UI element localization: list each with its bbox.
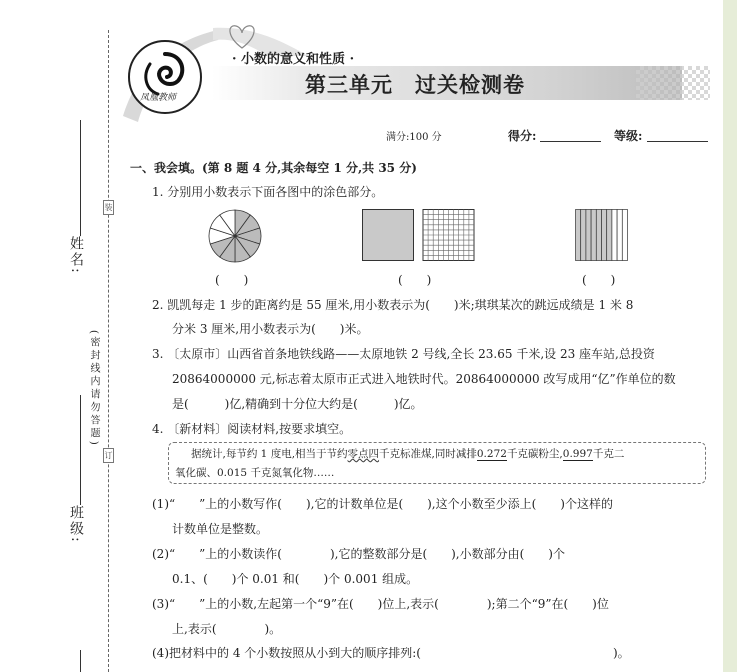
question-1: 1. 分别用小数表示下面各图中的涂色部分。 [152, 185, 384, 199]
page-edge [723, 0, 737, 672]
strip [617, 210, 622, 261]
checker-pattern [636, 66, 710, 100]
note-text-4: 千克二 [592, 448, 625, 460]
question-3-line2: 20864000000 元,标志着太原市正式进入地铁时代。20864000000 改写成用“亿”作单位的数 [172, 372, 676, 386]
binding-mark-mid: 订 [103, 448, 114, 463]
binding-mark-top: 装 [103, 200, 114, 215]
question-3-line3: 是( )亿,精确到十分位大约是( )亿。 [172, 397, 423, 411]
sub-question-4: (4)把材料中的 4 个小数按照从小到大的顺序排列:( )。 [152, 646, 630, 660]
note-text-3: 千克碳粉尘, [506, 448, 563, 460]
figure-circle [207, 208, 263, 264]
extra-field-line [80, 650, 81, 672]
strip [586, 210, 591, 261]
class-label: 班级: [68, 505, 84, 544]
sub-question-1-line1: (1)“ ”上的小数写作( ),它的计数单位是( ),这个小数至少添上( )个这样的 [152, 497, 613, 511]
note-text-1: 据统计,每节约 1 度电,相当于节约 [191, 448, 348, 460]
score-label: 得分: [508, 129, 537, 143]
seal-note: (密封线内请勿答题) [88, 330, 99, 448]
answer-1a[interactable]: ( ) [215, 273, 249, 287]
strip [602, 210, 607, 261]
question-4: 4. 〔新材料〕阅读材料,按要求填空。 [152, 422, 352, 436]
sub-question-1-line2: 计数单位是整数。 [172, 522, 269, 536]
strip [612, 210, 617, 261]
strip [622, 210, 627, 261]
logo-seal [128, 40, 202, 114]
note-underlined-number-2: 0.997 [562, 448, 593, 460]
full-score: 满分:100 分 [386, 132, 442, 143]
sub-question-3-line2: 上,表示( )。 [172, 622, 282, 636]
unit-subtitle: · 小数的意义和性质 · [232, 52, 355, 67]
note-underlined-number-1: 0.272 [476, 448, 507, 460]
strip [581, 210, 586, 261]
note-text-line2: 氧化碳、0.015 千克氮氧化物…… [175, 467, 335, 479]
figure-squares [362, 209, 480, 263]
name-label: 姓名: [68, 236, 84, 275]
sub-question-2-line2: 0.1、( )个 0.01 和( )个 0.001 组成。 [172, 572, 419, 586]
logo-text: 凤凰教师 [140, 93, 177, 103]
class-field-line[interactable] [80, 395, 81, 505]
strip [576, 210, 581, 261]
question-2-line1: 2. 凯凯每走 1 步的距离约是 55 厘米,用小数表示为( )米;琪琪某次的跳远成绩是 1 米 8 [152, 298, 634, 312]
grade-label: 等级: [614, 129, 643, 143]
seal-line [108, 30, 109, 672]
strip [607, 210, 612, 261]
page-title: 第三单元 过关检测卷 [305, 72, 525, 97]
strip [596, 210, 601, 261]
name-field-line[interactable] [80, 120, 81, 236]
note-wavy-number: 零点四 [347, 448, 380, 460]
figure-strips [575, 209, 631, 263]
section-title: 一、我会填。(第 8 题 4 分,其余每空 1 分,共 35 分) [130, 161, 417, 175]
note-text-2: 千克标准煤,同时减排 [379, 448, 477, 460]
strip [591, 210, 596, 261]
question-3-line1: 3. 〔太原市〕山西省首条地铁线路——太原地铁 2 号线,全长 23.65 千米,设 23 座车站,总投资 [152, 347, 655, 361]
reading-material-box [168, 442, 706, 484]
question-2-line2: 分米 3 厘米,用小数表示为( )米。 [172, 322, 369, 336]
grade-field[interactable] [647, 141, 708, 142]
answer-1b[interactable]: ( ) [398, 273, 432, 287]
sub-question-3-line1: (3)“ ”上的小数,左起第一个“9”在( )位上,表示( );第二个“9”在( )位 [152, 597, 609, 611]
answer-1c[interactable]: ( ) [582, 273, 616, 287]
score-field[interactable] [540, 141, 601, 142]
sub-question-2-line1: (2)“ ”上的小数读作( ),它的整数部分是( ),小数部分由( )个 [152, 547, 565, 561]
